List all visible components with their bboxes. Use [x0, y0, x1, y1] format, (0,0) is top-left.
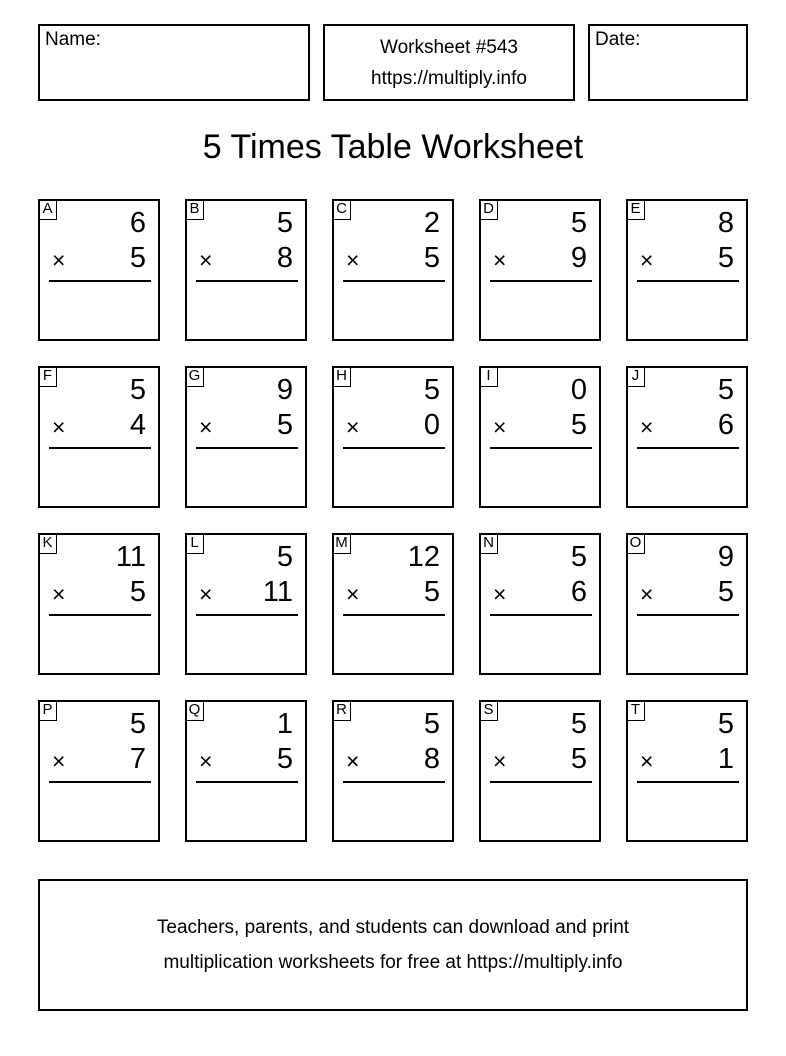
times-sign: × [346, 414, 360, 440]
problem-letter: D [479, 199, 498, 220]
answer-line [490, 280, 592, 282]
date-box [588, 24, 748, 101]
problem-card [38, 366, 160, 508]
multiplicand: 5 [570, 541, 587, 573]
problem-letter: M [332, 533, 351, 554]
problem-card [332, 533, 454, 675]
footer-line-1: Teachers, parents, and students can download and print [156, 917, 630, 938]
multiplicand: 12 [407, 541, 440, 573]
multiplier: 5 [276, 743, 293, 775]
multiplier: 5 [129, 242, 146, 274]
answer-line [343, 280, 445, 282]
multiplier: 4 [129, 409, 146, 441]
multiplicand: 1 [276, 708, 293, 740]
answer-line [49, 280, 151, 282]
answer-line [343, 781, 445, 783]
problem-card [185, 533, 307, 675]
multiplier: 5 [570, 743, 587, 775]
multiplier: 5 [570, 409, 587, 441]
multiplicand: 5 [129, 374, 146, 406]
times-sign: × [52, 414, 66, 440]
problem-letter: E [626, 199, 645, 220]
times-sign: × [199, 414, 213, 440]
answer-line [343, 447, 445, 449]
answer-line [637, 781, 739, 783]
times-sign: × [640, 247, 654, 273]
multiplier: 5 [129, 576, 146, 608]
page-title: 5 Times Table Worksheet [202, 128, 584, 166]
multiplicand: 5 [570, 708, 587, 740]
times-sign: × [346, 581, 360, 607]
times-sign: × [199, 247, 213, 273]
multiplicand: 5 [423, 708, 440, 740]
problem-card [38, 533, 160, 675]
problem-card [185, 700, 307, 842]
answer-line [196, 447, 298, 449]
times-sign: × [493, 748, 507, 774]
multiplicand: 0 [570, 374, 587, 406]
problem-letter: N [479, 533, 498, 554]
multiplier: 5 [717, 242, 734, 274]
times-sign: × [52, 247, 66, 273]
problem-letter: C [332, 199, 351, 220]
problem-card [38, 700, 160, 842]
answer-line [196, 280, 298, 282]
multiplier: 6 [570, 576, 587, 608]
problem-letter: H [332, 366, 351, 387]
problem-letter: R [332, 700, 351, 721]
times-sign: × [493, 581, 507, 607]
multiplicand: 6 [129, 207, 146, 239]
times-sign: × [640, 581, 654, 607]
worksheet-info-box [323, 24, 575, 101]
times-sign: × [493, 414, 507, 440]
footer-line-2: multiplication worksheets for free at https://multiply.info [163, 952, 623, 973]
problem-card [626, 533, 748, 675]
multiplier: 5 [423, 242, 440, 274]
problem-card [332, 700, 454, 842]
multiplicand: 2 [423, 207, 440, 239]
problem-letter: L [185, 533, 204, 554]
problem-card [185, 366, 307, 508]
times-sign: × [640, 748, 654, 774]
problem-letter: I [479, 366, 498, 387]
multiplicand: 5 [276, 207, 293, 239]
multiplicand: 5 [423, 374, 440, 406]
name-box [38, 24, 310, 101]
problem-letter: K [38, 533, 57, 554]
times-sign: × [199, 748, 213, 774]
multiplier: 8 [423, 743, 440, 775]
answer-line [490, 781, 592, 783]
times-sign: × [52, 748, 66, 774]
times-sign: × [52, 581, 66, 607]
problem-card [626, 199, 748, 341]
worksheet-url: https://multiply.info [371, 67, 527, 89]
multiplier: 5 [717, 576, 734, 608]
multiplier: 0 [423, 409, 440, 441]
problem-card [479, 700, 601, 842]
multiplier: 9 [570, 242, 587, 274]
answer-line [196, 614, 298, 616]
name-label: Name: [45, 29, 101, 50]
multiplicand: 9 [717, 541, 734, 573]
answer-line [49, 781, 151, 783]
answer-line [49, 447, 151, 449]
footer-box [38, 879, 748, 1011]
times-sign: × [346, 247, 360, 273]
problem-card [626, 366, 748, 508]
problem-card [38, 199, 160, 341]
problem-card [479, 199, 601, 341]
times-sign: × [346, 748, 360, 774]
worksheet-number: Worksheet #543 [379, 36, 518, 58]
multiplier: 11 [262, 576, 293, 608]
problem-letter: J [626, 366, 645, 387]
multiplier: 7 [129, 743, 146, 775]
answer-line [196, 781, 298, 783]
times-sign: × [199, 581, 213, 607]
problem-letter: Q [185, 700, 204, 721]
times-sign: × [640, 414, 654, 440]
problem-card [332, 366, 454, 508]
problem-letter: O [626, 533, 645, 554]
multiplicand: 8 [717, 207, 734, 239]
multiplicand: 11 [115, 541, 146, 573]
answer-line [637, 447, 739, 449]
multiplicand: 5 [129, 708, 146, 740]
answer-line [637, 614, 739, 616]
times-sign: × [493, 247, 507, 273]
answer-line [637, 280, 739, 282]
problem-card [479, 533, 601, 675]
date-label: Date: [595, 29, 641, 50]
problem-letter: P [38, 700, 57, 721]
multiplier: 6 [717, 409, 734, 441]
answer-line [49, 614, 151, 616]
problem-card [479, 366, 601, 508]
problem-letter: F [38, 366, 57, 387]
multiplier: 5 [276, 409, 293, 441]
problem-letter: A [38, 199, 57, 220]
multiplicand: 5 [276, 541, 293, 573]
multiplicand: 9 [276, 374, 293, 406]
multiplicand: 5 [717, 374, 734, 406]
problem-card [332, 199, 454, 341]
multiplier: 1 [717, 743, 734, 775]
problem-letter: G [185, 366, 204, 387]
problem-card [185, 199, 307, 341]
problem-letter: S [479, 700, 498, 721]
multiplicand: 5 [717, 708, 734, 740]
problem-letter: T [626, 700, 645, 721]
multiplier: 8 [276, 242, 293, 274]
problem-card [626, 700, 748, 842]
multiplier: 5 [423, 576, 440, 608]
answer-line [343, 614, 445, 616]
problem-letter: B [185, 199, 204, 220]
answer-line [490, 447, 592, 449]
multiplicand: 5 [570, 207, 587, 239]
answer-line [490, 614, 592, 616]
